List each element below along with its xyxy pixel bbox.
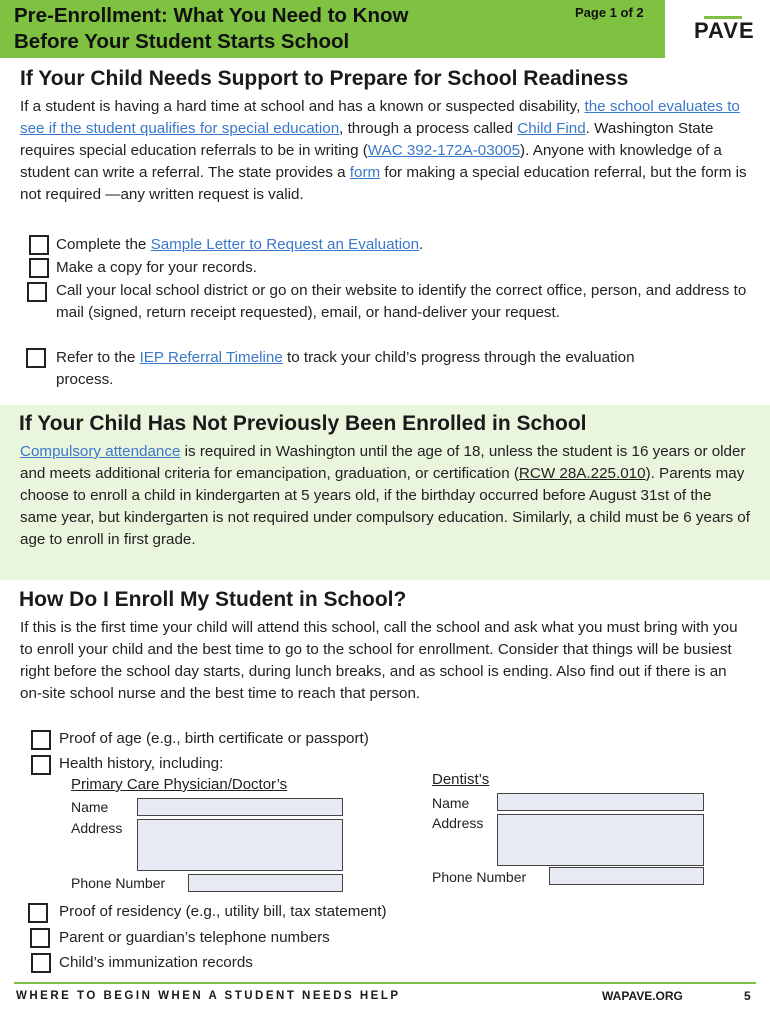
footer-site[interactable]: WAPAVE.ORG	[602, 989, 683, 1003]
physician-heading: Primary Care Physician/Doctor’s	[71, 776, 288, 793]
footer-tagline: WHERE TO BEGIN WHEN A STUDENT NEEDS HELP	[16, 990, 401, 1002]
physician-address-field[interactable]	[137, 819, 343, 871]
link-rcw[interactable]: RCW 28A.225.010	[518, 465, 646, 482]
dentist-address-label: Address	[432, 815, 484, 831]
checkbox-health-history[interactable]	[31, 755, 51, 775]
dentist-phone-field[interactable]	[549, 867, 704, 885]
checklist-item-proof-of-residency: Proof of residency (e.g., utility bill, tax statement)	[59, 903, 387, 920]
link-school-evaluates[interactable]: the school evaluates to see if the student qualifies for special education	[20, 98, 740, 137]
checklist-item-guardian-phone: Parent or guardian’s telephone numbers	[59, 929, 330, 946]
checkbox-immunization[interactable]	[31, 953, 51, 973]
physician-phone-field[interactable]	[188, 874, 343, 892]
checkbox-proof-of-residency[interactable]	[28, 903, 48, 923]
checklist-item-immunization: Child’s immunization records	[59, 954, 253, 971]
page-title-line1: Pre-Enrollment: What You Need to Know	[14, 4, 409, 27]
checkbox-proof-of-age[interactable]	[31, 730, 51, 750]
link-iep-referral-timeline[interactable]: IEP Referral Timeline	[139, 349, 283, 366]
section-heading-school-readiness: If Your Child Needs Support to Prepare for School Readiness	[20, 67, 629, 90]
checklist-item-call-district: Call your local school district or go on their website to identify the correct office, person, and address to mail (signed, return receipt requested), email, or hand-deliver your request.	[56, 282, 747, 321]
link-wac[interactable]: WAC 392-172A-03005	[367, 142, 521, 159]
footer-divider	[14, 982, 756, 984]
dentist-heading: Dentist’s	[432, 771, 490, 788]
pave-logo: PAVE	[694, 18, 755, 43]
physician-phone-label: Phone Number	[71, 875, 166, 891]
dentist-address-field[interactable]	[497, 814, 704, 866]
page-title	[14, 3, 484, 55]
page-label: Page 1 of 2	[575, 5, 644, 20]
checkbox-call-district[interactable]	[27, 282, 47, 302]
section3-paragraph: If this is the first time your child will attend this school, call the school and ask what you must bring with you to enroll your child and the best time to go to the school for enrollment. Consider that things will be busiest right before the school day starts, during lunch breaks, and as school is ending. Also find out if there is an on-site school nurse and the best time to reach that person.	[20, 619, 738, 702]
checkbox-referral-timeline[interactable]	[26, 348, 46, 368]
dentist-name-label: Name	[432, 795, 470, 811]
dentist-name-field[interactable]	[497, 793, 704, 811]
checklist-item-proof-of-age: Proof of age (e.g., birth certificate or passport)	[59, 730, 369, 747]
checklist-item-referral-timeline: Refer to the IEP Referral Timeline to track your child’s progress through the evaluation process.	[56, 349, 635, 388]
section-heading-not-enrolled: If Your Child Has Not Previously Been Enrolled in School	[19, 412, 587, 435]
checklist-item-make-copy: Make a copy for your records.	[56, 259, 257, 276]
physician-address-label: Address	[71, 820, 123, 836]
physician-name-label: Name	[71, 799, 109, 815]
physician-name-field[interactable]	[137, 798, 343, 816]
link-compulsory-attendance[interactable]: Compulsory attendance	[20, 443, 181, 460]
link-form[interactable]: form	[349, 164, 381, 181]
checklist-item-health-history: Health history, including:	[59, 755, 224, 772]
checkbox-guardian-phone[interactable]	[30, 928, 50, 948]
checklist-item-complete-letter: Complete the Sample Letter to Request an Evaluation.	[56, 236, 424, 253]
section1-paragraph: If a student is having a hard time at school and has a known or suspected disability, the school evaluates to see if the student qualifies for special education, through a process called Child Find. Washington State requires special education referrals to be in writing (WAC 392-172A-03005). Anyone with knowledge of a student can write a referral. The state provides a form for making a special education referral, but the form is not required —any written request is valid.	[20, 98, 747, 203]
section2-paragraph: Compulsory attendance is required in Washington until the age of 18, unless the student is 16 years or older and meets additional criteria for emancipation, graduation, or certification (RCW 28A.225.010). Parents may choose to enroll a child in kindergarten at 5 years old, if the birthday occurred before August 31st of the same year, but kindergarten is not required under compulsory education. Similarly, a child must be 6 years of age to enroll in first grade.	[20, 443, 750, 548]
section-heading-how-enroll: How Do I Enroll My Student in School?	[19, 588, 407, 611]
checkbox-make-copy[interactable]	[29, 258, 49, 278]
footer-page-number: 5	[744, 989, 751, 1003]
page-title-line2: Before Your Student Starts School	[14, 30, 350, 53]
link-sample-letter[interactable]: Sample Letter to Request an Evaluation	[150, 236, 420, 253]
link-child-find[interactable]: Child Find	[517, 120, 586, 137]
dentist-phone-label: Phone Number	[432, 869, 527, 885]
checkbox-complete-letter[interactable]	[29, 235, 49, 255]
